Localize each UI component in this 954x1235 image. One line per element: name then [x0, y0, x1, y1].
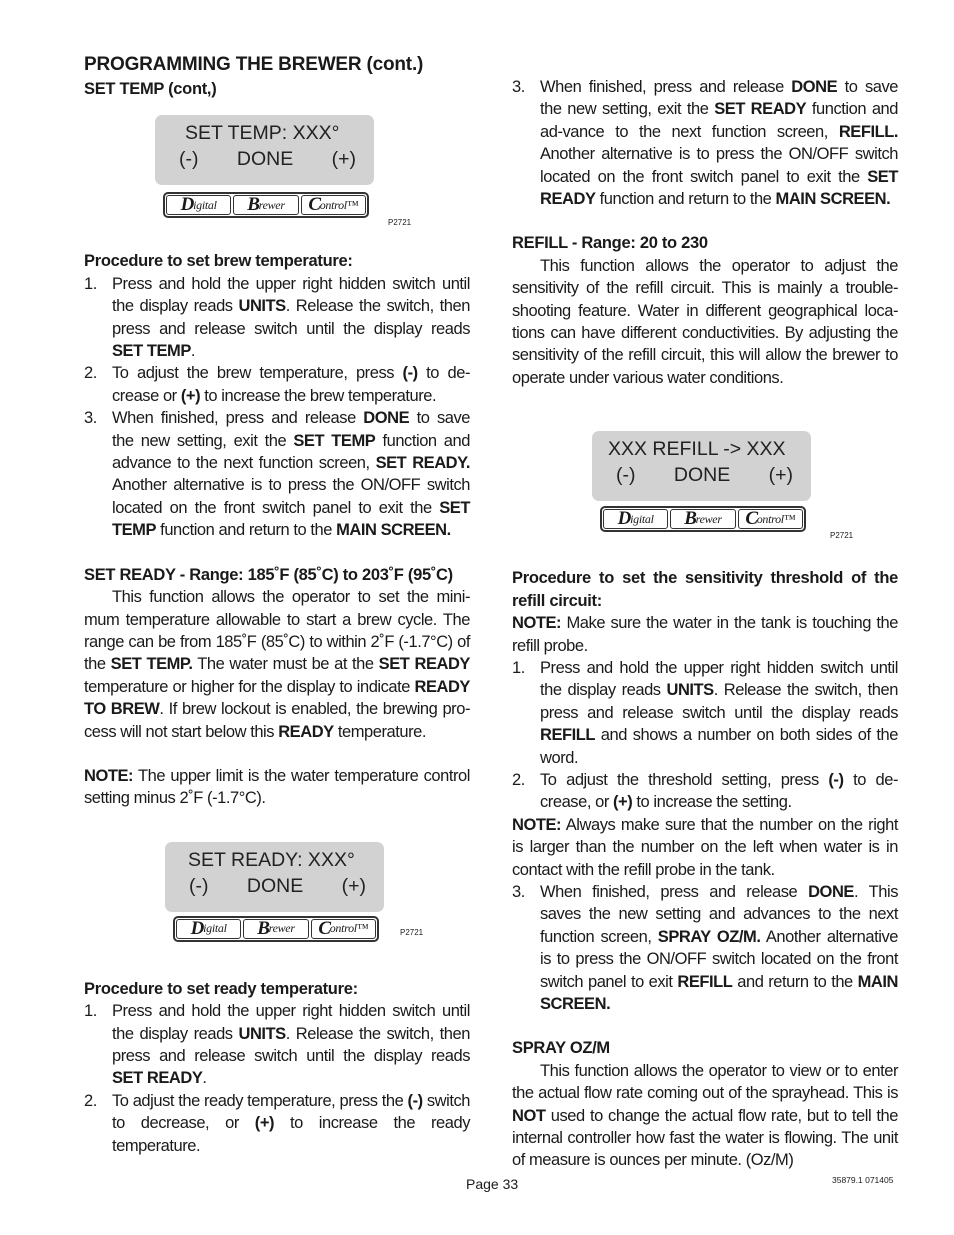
refill-steps-cont: [512, 881, 898, 1015]
lcd-line-1: SET TEMP: XXX°: [185, 122, 340, 145]
refill-paragraph: This function allows the operator to adjust the sensitivity of the refill circuit. This is mainly a trouble-shooting feature. Water in different geographical loca-tions can have different conductivities. By adjusting the sensitivity of the refill circuit, this will allow the brewer to operate under various water conditions.: [512, 256, 898, 387]
list-item: 3. When finished, press and release DONE to save the new setting, exit the SET READY function and ad-vance to the next function screen, REFILL. Another alternative is to press the ON/OFF switch located on the front switch panel to exit the SET READY function and return to the MAIN SCREEN.: [512, 78, 899, 209]
lcd-line-2: [165, 873, 384, 899]
lcd-done: DONE: [246, 874, 304, 897]
set-ready-paragraph: This function allows the operator to set the mini-mum temperature allowable to start a brew cycle. The range can be from 185˚F (85˚C) to within 2˚F (-1.7°C) of the SET TEMP. The water must be at the SET READY temperature or higher for the display to indicate READY TO BREW. If brew lockout is enabled, the brewing pro-cess will not start below this READY temperature.: [84, 588, 470, 741]
number-note: NOTE: Always make sure that the number on the right is larger than the number on the left when water is in contact with the refill probe in the tank.: [512, 815, 898, 879]
lcd-plus: (+): [331, 148, 356, 171]
set-ready-heading: SET READY - Range: 185˚F (85˚C) to 203˚F (95˚C): [84, 565, 453, 584]
figure-part-number: P2721: [388, 218, 412, 228]
spray-paragraph: This function allows the operator to view or to enter the actual flow rate coming out of the sprayhead. This is NOT used to change the actual flow rate, but to tell the internal controller how fast the water is flowing. The unit of measure is ounces per minute. (Oz/M): [512, 1061, 898, 1170]
refill-display-figure: [512, 389, 898, 567]
list-item: 2. To adjust the threshold setting, press (-) to de-crease, or (+) to increase the setting.: [512, 770, 898, 812]
refill-lcd: [592, 431, 811, 501]
lcd-minus: (-): [616, 464, 636, 487]
page-title: PROGRAMMING THE BREWER (cont.): [84, 54, 424, 75]
lcd-line-1: XXX REFILL -> XXX: [608, 438, 786, 461]
logo-digital: D igital: [603, 509, 668, 529]
list-item: 1. Press and hold the upper right hidden switch until the display reads UNITS. Release the switch, then press and release switch until the display reads SET TEMP.: [84, 274, 470, 361]
lcd-minus: (-): [189, 874, 209, 897]
logo-brewer: B rewer: [670, 509, 735, 529]
procedure-heading: Procedure to set ready temperature:: [84, 979, 358, 998]
set-ready-lcd: [165, 842, 384, 912]
procedure-heading: Procedure to set the sensitivity threshold of the refill circuit:: [512, 569, 898, 610]
logo-digital: D igital: [176, 919, 241, 939]
lcd-line-1: SET READY: XXX°: [188, 848, 355, 871]
list-item: 1. Press and hold the upper right hidden switch until the display reads UNITS. Release the switch, then press and release switch until the display reads REFILL and shows a number on both sides of the word.: [512, 658, 898, 767]
procedure-heading: Procedure to set brew temperature:: [84, 252, 353, 271]
list-item: 2. To adjust the ready temperature, press the (-) switch to decrease, or (+) to increase the ready temperature.: [84, 1091, 470, 1155]
figure-part-number: P2721: [400, 927, 424, 937]
refill-heading: REFILL - Range: 20 to 230: [512, 234, 708, 253]
figure-part-number: P2721: [830, 531, 854, 541]
logo-brewer: B rewer: [243, 919, 308, 939]
right-column: [512, 76, 898, 1172]
lcd-minus: (-): [179, 148, 199, 171]
list-item: 3. When finished, press and release DONE. This saves the new setting and advances to the next function screen, SPRAY OZ/M. Another alternative is to press the ON/OFF switch located on the front switch panel to exit REFILL and return to the MAIN SCREEN.: [512, 882, 899, 1013]
section-subtitle: SET TEMP (cont,): [84, 80, 217, 98]
set-temp-display-figure: [84, 100, 470, 250]
lcd-plus: (+): [341, 874, 366, 897]
logo-control: C ontrol™: [311, 919, 376, 939]
page-number: Page 33: [466, 1176, 519, 1192]
tank-note: NOTE: Make sure the water in the tank is touching the refill probe.: [512, 614, 898, 655]
digital-brewer-control-logo: [163, 192, 369, 218]
set-temp-lcd: [155, 115, 374, 185]
refill-steps: [512, 657, 898, 814]
logo-brewer: B rewer: [233, 195, 298, 215]
left-column: [84, 52, 470, 1157]
set-ready-display-figure: [84, 810, 470, 978]
logo-control: C ontrol™: [738, 509, 803, 529]
lcd-line-2: [592, 462, 811, 488]
brew-temp-steps: [84, 273, 470, 542]
ready-temp-steps: [84, 1000, 470, 1157]
digital-brewer-control-logo: [600, 506, 806, 532]
list-item: 2. To adjust the brew temperature, press (-) to de-crease or (+) to increase the brew temperature.: [84, 364, 470, 405]
upper-limit-note: NOTE: The upper limit is the water temperature control setting minus 2˚F (-1.7°C).: [84, 766, 470, 808]
lcd-done: DONE: [236, 148, 294, 171]
document-id: 35879.1 071405: [832, 1175, 894, 1185]
ready-temp-steps-cont: [512, 76, 898, 210]
logo-digital: D igital: [166, 195, 231, 215]
digital-brewer-control-logo: [173, 916, 379, 942]
spray-heading: SPRAY OZ/M: [512, 1039, 610, 1058]
list-item: 3. When finished, press and release DONE to save the new setting, exit the SET TEMP function and advance to the next function screen, SET READY. Another alternative is to press the ON/OFF switch located on the front switch panel to exit the SET TEMP function and return to the MAIN SCREEN.: [84, 409, 471, 540]
list-item: 1. Press and hold the upper right hidden switch until the display reads UNITS. Release the switch, then press and release switch until the display reads SET READY.: [84, 1002, 470, 1088]
lcd-done: DONE: [673, 464, 731, 487]
logo-control: C ontrol™: [301, 195, 366, 215]
lcd-line-2: [155, 146, 374, 172]
lcd-plus: (+): [768, 464, 793, 487]
